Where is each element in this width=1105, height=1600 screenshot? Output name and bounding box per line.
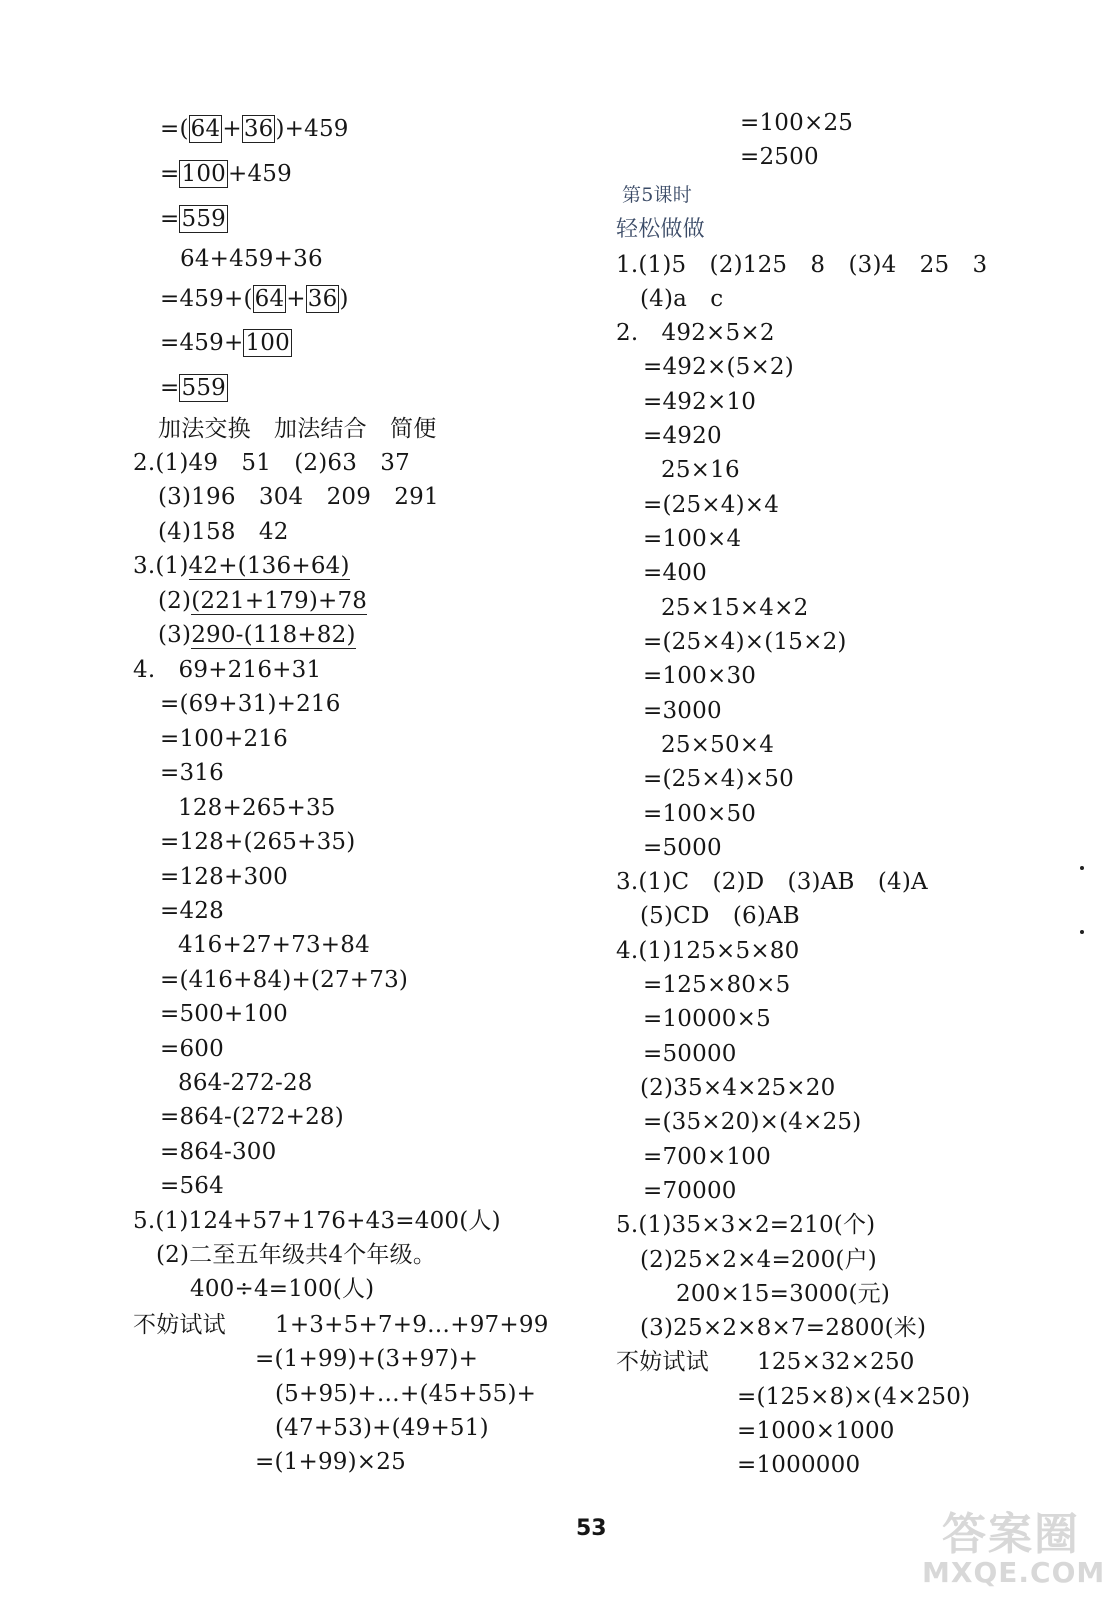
answer-line: (4)158 42: [158, 519, 289, 545]
equation-line: =50000: [643, 1041, 737, 1067]
answer-line: (3)25×2×8×7=2800(米): [640, 1315, 927, 1341]
answer-box: 64: [254, 286, 285, 312]
equation-line: =492×10: [643, 389, 757, 415]
equation-line: 2. 492×5×2: [616, 320, 775, 346]
answer-line: 2.(1)49 51 (2)63 37: [133, 450, 410, 476]
answer-line: 1.(1)5 (2)125 8 (3)4 25 3: [616, 252, 988, 278]
underlined-answer: (221+179)+78: [191, 588, 368, 614]
equation-line: =(1+99)×25: [255, 1449, 406, 1475]
equation-line: 25×50×4: [661, 732, 775, 758]
equation-line: =500+100: [160, 1001, 288, 1027]
equation-line: =(125×8)×(4×250): [737, 1384, 971, 1410]
margin-dot: [1080, 866, 1084, 870]
answer-line: (5)CD (6)AB: [640, 903, 800, 929]
equation-line: =559: [160, 206, 226, 232]
equation-line: =(1+99)+(3+97)+: [255, 1346, 479, 1372]
equation-line: =864-300: [160, 1139, 277, 1165]
equation-line: =316: [160, 760, 224, 786]
equation-line: =(416+84)+(27+73): [160, 967, 409, 993]
equation-line: 25×16: [661, 457, 740, 483]
answer-line: (3)196 304 209 291: [158, 484, 439, 510]
equation-line: =(25×4)×50: [643, 766, 794, 792]
equation-line: 864-272-28: [178, 1070, 313, 1096]
answer-box: 100: [181, 161, 226, 187]
equation-line: =128+(265+35): [160, 829, 356, 855]
margin-dot: [1080, 930, 1084, 934]
answer-line: 5.(1)35×3×2=210(个): [616, 1212, 876, 1238]
equation-line: =3000: [643, 698, 722, 724]
underlined-answer: 42+(136+64): [188, 553, 350, 579]
answer-box: 36: [243, 116, 274, 142]
answer-line: (3)290-(118+82): [158, 622, 356, 648]
equation-line: 64+459+36: [180, 246, 323, 272]
equation-line: =2500: [740, 144, 819, 170]
equation-line: =100+459: [160, 161, 292, 187]
equation-line: =(64+36)+459: [160, 116, 349, 142]
equation-line: =(35×20)×(4×25): [643, 1109, 862, 1135]
watermark-url: MXQE.COM: [922, 1556, 1105, 1589]
answer-line: (2)(221+179)+78: [158, 588, 368, 614]
equation-line: =400: [643, 560, 707, 586]
equation-line: =600: [160, 1036, 224, 1062]
equation-line: =5000: [643, 835, 722, 861]
equation-line: 125×32×250: [757, 1349, 915, 1375]
equation-line: (47+53)+(49+51): [275, 1415, 489, 1441]
equation-line: =100+216: [160, 726, 288, 752]
equation-line: =1000×1000: [737, 1418, 895, 1444]
try-it-label: 不妨试试: [133, 1312, 226, 1338]
equation-line: =700×100: [643, 1144, 771, 1170]
answer-line: (2)二至五年级共4个年级。: [156, 1242, 437, 1268]
answer-line: 200×15=3000(元): [676, 1281, 890, 1307]
equation-line: =492×(5×2): [643, 354, 794, 380]
answer-text: 加法交换 加法结合 简便: [158, 416, 437, 442]
answer-box: 36: [307, 286, 338, 312]
watermark-logo: [922, 1498, 1105, 1598]
answer-box: 559: [181, 375, 226, 401]
equation-line: 128+265+35: [178, 795, 336, 821]
answer-box: 559: [181, 206, 226, 232]
equation-line: =1000000: [737, 1452, 861, 1478]
equation-line: =559: [160, 375, 226, 401]
answer-line: 3.(1)C (2)D (3)AB (4)A: [616, 869, 928, 895]
equation-line: 1+3+5+7+9…+97+99: [275, 1312, 549, 1338]
equation-line: =100×30: [643, 663, 757, 689]
equation-line: 4.(1)125×5×80: [616, 938, 800, 964]
equation-line: (2)35×4×25×20: [640, 1075, 836, 1101]
equation-line: =70000: [643, 1178, 737, 1204]
equation-line: =100×25: [740, 110, 854, 136]
equation-line: =10000×5: [643, 1006, 771, 1032]
equation-line: =(69+31)+216: [160, 691, 341, 717]
equation-line: =125×80×5: [643, 972, 791, 998]
equation-line: 4. 69+216+31: [133, 657, 322, 683]
lesson-heading: 第5课时: [622, 184, 692, 206]
try-it-label: 不妨试试: [616, 1349, 709, 1375]
section-heading: 轻松做做: [616, 217, 705, 242]
equation-line: =428: [160, 898, 224, 924]
underlined-answer: 290-(118+82): [191, 622, 356, 648]
equation-line: =100×4: [643, 526, 742, 552]
equation-line: =564: [160, 1173, 224, 1199]
equation-line: =864-(272+28): [160, 1104, 344, 1130]
equation-line: 416+27+73+84: [178, 932, 370, 958]
equation-line: (5+95)+…+(45+55)+: [275, 1381, 537, 1407]
equation-line: =459+(64+36): [160, 286, 349, 312]
equation-line: =128+300: [160, 864, 288, 890]
watermark-text: 答案圈: [942, 1509, 1080, 1560]
page-number: 53: [576, 1516, 607, 1541]
answer-line: 400÷4=100(人): [190, 1276, 375, 1302]
equation-line: =(25×4)×(15×2): [643, 629, 847, 655]
answer-line: (2)25×2×4=200(户): [640, 1247, 877, 1273]
answer-line: (4)a c: [640, 286, 724, 312]
equation-line: 25×15×4×2: [661, 595, 809, 621]
equation-line: =100×50: [643, 801, 757, 827]
answer-box: 64: [190, 116, 221, 142]
answer-line: 5.(1)124+57+176+43=400(人): [133, 1208, 501, 1234]
equation-line: =(25×4)×4: [643, 492, 780, 518]
equation-line: =459+100: [160, 330, 290, 356]
answer-box: 100: [245, 330, 290, 356]
answer-line: 3.(1)42+(136+64): [133, 553, 350, 579]
equation-line: =4920: [643, 423, 722, 449]
